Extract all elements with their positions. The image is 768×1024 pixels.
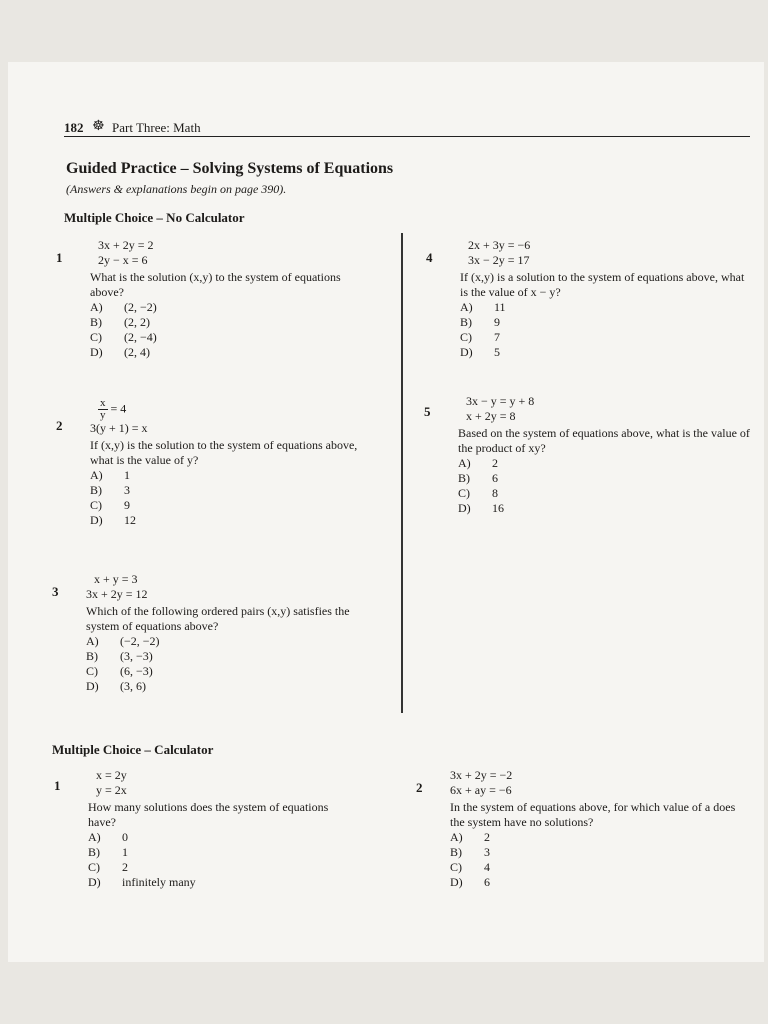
- question-number: 4: [426, 250, 433, 265]
- question-stem: If (x,y) is a solution to the system of equations above, what is the value of x − y?: [460, 270, 745, 299]
- question-1: [56, 238, 360, 360]
- equation: 3x − 2y = 17: [468, 253, 530, 267]
- page-title: Guided Practice – Solving Systems of Equations: [66, 160, 394, 177]
- question-stem: Based on the system of equations above, what is the value of the product of xy?: [458, 426, 750, 455]
- calc-question-1: [54, 768, 358, 890]
- choice-b: B) 3: [450, 845, 490, 859]
- equation: x = 2y: [96, 768, 127, 782]
- choice-d: D) 16: [458, 501, 504, 515]
- choice-a: A) 2: [450, 830, 490, 844]
- question-number: 2: [416, 780, 423, 795]
- section-no-calculator: Multiple Choice – No Calculator: [64, 210, 245, 225]
- equation: 2x + 3y = −6: [468, 238, 531, 252]
- question-number: 5: [424, 404, 431, 419]
- equation: 3(y + 1) = x: [90, 421, 148, 435]
- logo-icon: ☸: [92, 119, 105, 134]
- fraction: $\frac{x}{y}$: [100, 397, 106, 421]
- question-number: 2: [56, 418, 63, 433]
- choice-a: A) 2: [458, 456, 498, 470]
- choice-d: D) infinitely many: [88, 875, 196, 889]
- equation: 3x − y = y + 8: [466, 394, 535, 408]
- question-number: 1: [54, 778, 61, 793]
- question-5: [424, 394, 753, 516]
- choice-a: A) 11: [460, 300, 506, 314]
- question-3: [52, 572, 356, 694]
- choice-d: D) (3, 6): [86, 679, 146, 693]
- answers-note: (Answers & explanations begin on page 390).: [66, 182, 287, 196]
- equation: 2y − x = 6: [98, 253, 148, 267]
- choice-d: D) 6: [450, 875, 490, 889]
- equation: 3x + 2y = 2: [98, 238, 154, 252]
- choice-c: C) 4: [450, 860, 490, 874]
- equation: 6x + ay = −6: [450, 783, 512, 797]
- equation: $\frac{x}{y}$ = 4: [100, 397, 127, 421]
- question-stem: In the system of equations above, for which value of a does the system have no solutions?: [450, 800, 736, 829]
- question-number: 3: [52, 584, 59, 599]
- choice-d: D) (2, 4): [90, 345, 150, 359]
- choice-b: B) (2, 2): [90, 315, 150, 329]
- question-4: [426, 238, 750, 360]
- choice-b: B) 6: [458, 471, 498, 485]
- choice-b: B) 1: [88, 845, 128, 859]
- page-header: [64, 120, 750, 137]
- choice-b: B) 3: [90, 483, 130, 497]
- choice-c: C) (2, −4): [90, 330, 157, 344]
- question-2: [56, 397, 360, 528]
- equation: 3x + 2y = 12: [86, 587, 148, 601]
- question-stem: How many solutions does the system of equations have?: [88, 800, 329, 829]
- equation: y = 2x: [96, 783, 127, 797]
- page-number: 182: [64, 120, 84, 135]
- question-number: 1: [56, 250, 63, 265]
- calc-question-2: [416, 768, 750, 890]
- choice-a: A) (2, −2): [90, 300, 157, 314]
- choice-b: B) 9: [460, 315, 500, 329]
- choice-b: B) (3, −3): [86, 649, 153, 663]
- choice-d: D) 12: [90, 513, 136, 527]
- choice-c: C) 9: [90, 498, 130, 512]
- equation: x + y = 3: [94, 572, 138, 586]
- choice-a: A) 1: [90, 468, 130, 482]
- choice-a: A) 0: [88, 830, 128, 844]
- column-divider: [401, 233, 403, 713]
- section-calculator: Multiple Choice – Calculator: [52, 742, 214, 757]
- equation: x + 2y = 8: [466, 409, 516, 423]
- part-title: Part Three: Math: [112, 120, 201, 135]
- choice-c: C) 8: [458, 486, 498, 500]
- equation: 3x + 2y = −2: [450, 768, 513, 782]
- choice-c: C) 2: [88, 860, 128, 874]
- choice-c: C) (6, −3): [86, 664, 153, 678]
- choice-c: C) 7: [460, 330, 500, 344]
- question-stem: Which of the following ordered pairs (x,y) satisfies the system of equations above?: [86, 604, 350, 633]
- question-stem: What is the solution (x,y) to the system of equations above?: [90, 270, 341, 299]
- question-stem: If (x,y) is the solution to the system of equations above, what is the value of y?: [90, 438, 358, 467]
- choice-a: A) (−2, −2): [86, 634, 160, 648]
- choice-d: D) 5: [460, 345, 500, 359]
